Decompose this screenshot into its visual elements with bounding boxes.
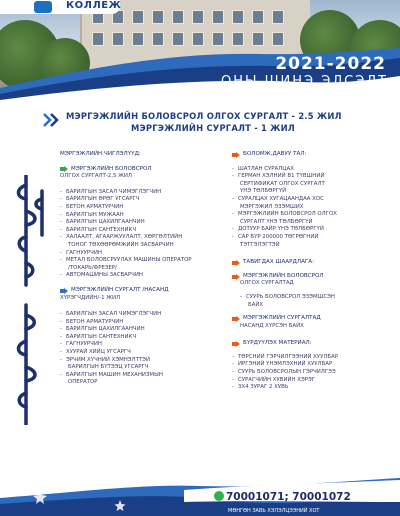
program1-title-a: МЭРГЭЖЛИЙН БОЛОВСРОЛ [71, 165, 152, 172]
program1-item: - БАРИЛГЫН МУЖААН [60, 212, 225, 220]
program2-item: - БАРИЛГЫН ЗАСАЛ ЧИМЭГЛЭГЧИН [60, 311, 225, 319]
benefit-item-cont: МЭРГЭЖИЛ ЭЗЭМШИХ [240, 203, 304, 210]
double-chevron-icon [42, 112, 62, 128]
program1-item-cont: ТОНОГ ТӨХӨӨРӨМЖИЙН ЗАСВАРЧИН [68, 241, 174, 248]
programs-section-title: МЭРГЭЖЛИЙН ЧИГЛЭЛҮҮД: [60, 151, 141, 157]
program1-item: - МЕТАЛ БОЛОВСРУУЛАХ МАШИНЫ ОПЕРАТОР [60, 257, 225, 265]
benefit-item: - ГЕРМАН ХЭЛНИЙ B1 ТҮВШНИЙ [232, 173, 392, 181]
arrow-right-icon [232, 274, 240, 280]
address: МӨНГӨН ЗАВЬ ХЭЛЭЛЦЭЭНИЙ ХОТ [228, 508, 320, 514]
program1-header [60, 166, 225, 174]
benefit-item-cont: ТЭТГЭЛЭГТЭЙ [240, 241, 280, 248]
headline-line-2: МЭРГЭЖЛИЙН СУРГАЛТ - 1 ЖИЛ [131, 123, 295, 133]
program2-title-b: ХҮРЭГЧДИЙН/-1 ЖИЛ [60, 294, 121, 301]
program1-item: - БАРИЛГЫН ӨРӨГ УГСАРГЧ [60, 196, 225, 204]
benefit-item: - СУРАЛЦАХ ХУГАЦААНДАА ХОС [232, 196, 392, 204]
req1-title-b: ОЛГОХ СУРГАЛТАД [240, 280, 294, 287]
program2-item: - ЭРЧИМ ХҮЧНИЙ ХЭМНЭЛТТЭЙ [60, 357, 225, 365]
logo-text: КОЛЛЕЖ [66, 0, 122, 11]
programs-column [60, 151, 225, 387]
arrow-right-icon [60, 288, 68, 294]
documents-title: БҮРДҮҮЛЭХ МАТЕРИАЛ: [243, 340, 312, 347]
program2-item: - БАРИЛГЫН МАШИН МЕХАНИЗМЫН [60, 372, 225, 380]
req1-title-a: МЭРГЭЖЛИЙН БОЛОВСРОЛ [243, 272, 324, 279]
requirements-header [232, 259, 392, 267]
document-item: - ТӨРСНИЙ ГЭРЧИЛГЭЭНИЙ ХУУЛБАР [232, 354, 392, 362]
req2-title-b: НАСАНД ХҮРСЭН БАЙХ [240, 322, 304, 329]
program2-item: - БАРИЛГЫН ЦАХИЛГААНЧИН [60, 326, 225, 334]
benefits-title: БОЛОМЖ,ДАВУУ ТАЛ: [243, 151, 307, 157]
arrow-right-icon [232, 260, 240, 266]
benefit-item: - МЭРГЭЖЛИЙН БОЛОВСРОЛ ОЛГОХ [232, 211, 392, 219]
program2-item: - БАРИЛГЫН САНТЕХНИКЧ [60, 334, 225, 342]
documents-header [232, 340, 392, 348]
mongolian-script-decoration [12, 175, 52, 425]
program1-item: - ХАЛААЛТ, АГААРЖУУЛАЛТ, ХӨРГӨЛТИЙН [60, 234, 225, 242]
program2-item-cont: ОПЕРАТОР [68, 379, 98, 386]
year-title: 2021-2022 [275, 54, 386, 74]
program1-item: - БЕТОН АРМАТУРЧИН [60, 204, 225, 212]
program1-item-cont: /ТОКАРЬ/ФРЕЗЕР/ [68, 264, 117, 271]
benefits-header [232, 151, 392, 159]
arrow-right-icon [232, 341, 240, 347]
program1-item: - БАРИЛГЫН ЦАХИЛГААНЧИН [60, 219, 225, 227]
document-item: - СУУРЬ БОЛОВСРОЛЫН ГЭРЧИЛГЭЭ [232, 369, 392, 377]
program2-item-cont: БАРИЛГЫН БҮТЭЭЦ УГСАРГЧ [68, 364, 149, 371]
benefit-item-cont: СУРГАЛТ ҮНЭ ТӨЛБӨРГҮЙ [240, 218, 313, 225]
benefit-item: - САР БҮР 200000 ТӨГРӨГНИЙ [232, 234, 392, 242]
program2-header [60, 287, 225, 295]
logo-bar [0, 0, 120, 14]
program2-item: - ХУУРАЙ ХИЙЦ УГСАРГЧ [60, 349, 225, 357]
benefit-item: - ДОТУУР БАЙР ҮНЭ ТӨЛБӨРГҮЙ [232, 226, 392, 234]
document-item: - СУРАГЧИЙН ХУВИЙН ХЭРЭГ [232, 377, 392, 385]
benefit-item-cont: СЕРТИФИКАТ ОЛГОХ СУРГАЛТ [240, 180, 325, 187]
req1-detail-cont: БАЙХ [248, 301, 264, 308]
document-item: - 3Х4 ЗУРАГ 2 ХУВЬ [232, 384, 392, 392]
arrow-right-icon [232, 152, 240, 158]
req2-header [232, 315, 392, 323]
requirements-title: ТАВИГДАХ ШААРДЛАГА: [243, 259, 315, 266]
arrow-right-icon [232, 316, 240, 322]
admission-subtitle: ОНЫ ШИНЭ ЭЛСЭЛТ [221, 74, 388, 89]
req1-header [232, 273, 392, 281]
program2-title-a: МЭРГЭЖЛИЙН СУРГАЛТ /НАСАНД [71, 286, 169, 293]
benefit-item-cont: ҮНЭ ТӨЛБӨРГҮЙ [240, 188, 287, 195]
program1-item: - БАРИЛГЫН ЗАСАЛ ЧИМЭГЛЭГЧИН [60, 189, 225, 197]
whatsapp-icon [214, 491, 224, 501]
program1-item: - БАРИЛГЫН САНТЕХНИКЧ [60, 227, 225, 235]
program2-item: - БЕТОН АРМАТУРЧИН [60, 319, 225, 327]
benefit-item: - ШАТЛАН СУРАЛЦАХ [232, 166, 392, 174]
program1-title-b: ОЛГОХ СУРГАЛТ-2,5 ЖИЛ [60, 173, 132, 180]
headline-line-1: МЭРГЭЖЛИЙН БОЛОВСРОЛ ОЛГОХ СУРГАЛТ - 2.5 ЖИЛ [66, 111, 342, 121]
program1-item: - ГАГНУУРЧИН [60, 250, 225, 258]
program1-item: - АВТОМАШИНЫ ЗАСВАРЧИН [60, 272, 225, 280]
arrow-right-icon [60, 166, 68, 172]
info-column [232, 151, 392, 392]
phone-numbers[interactable]: 70001071; 70001072 [226, 491, 351, 503]
college-logo [34, 1, 52, 13]
program2-item: - ГАГНУУРЧИН [60, 341, 225, 349]
req1-detail: - СУУРЬ БОЛОВСРОЛ ЭЗЭМШСЭН [240, 294, 392, 302]
document-item: - ИРГЭНИЙ ҮНЭМЛЭХНИЙ ХУУЛБАР [232, 361, 392, 369]
req2-title-a: МЭРГЭЖЛИЙН СУРГАЛТАД [243, 315, 321, 322]
